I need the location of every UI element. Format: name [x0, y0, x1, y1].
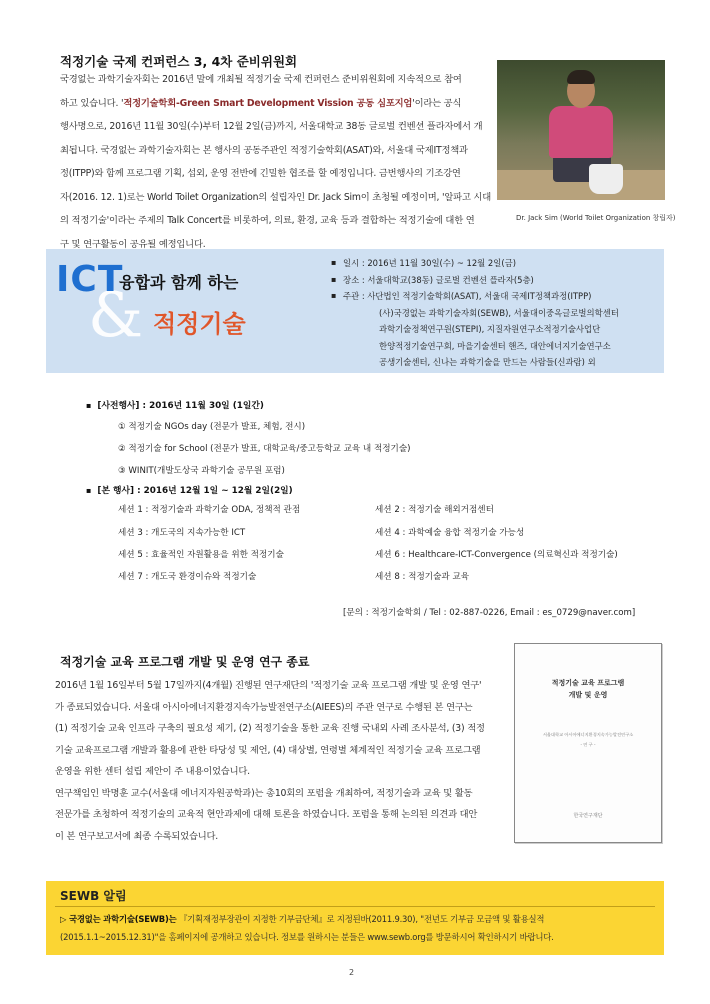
sewb-text: ▷ 국경없는 과학기술(SEWB)는 『기획재정부장관이 지정한 기부금단체』로 지정된바(2011.9.30), "전년도 기부금 모금액 및 활용실적 (2015.1.1~2015.12.31)"을 홈페이지에 공개하고 있습니다. 정보를 원하시는 분들은 www.sewb.org를 방문하시어 확인하시기 바랍니다.: [60, 914, 554, 942]
section2-line: 연구책임인 박명훈 교수(서울대 에너지자원공학과)는 총10회의 포럼을 개최하여, 적정기술과 교육 및 활동: [55, 787, 473, 799]
section2-line: 가 종료되었습니다. 서울대 아시아에너지환경지속가능발전연구소(AIEES)의 주관 연구로 수행된 본 연구는: [55, 701, 473, 713]
ampersand-graphic: &: [88, 278, 144, 351]
photo-caption: Dr. Jack Sim (World Toilet Organization 창립자): [516, 214, 676, 222]
pre-event-item: ② 적정기술 for School (전문가 발표, 대학교육/중고등학교 교육 내 적정기술): [118, 444, 411, 454]
info-date: ▪ 일시 : 2016년 11월 30일(수) ~ 12월 2일(금): [331, 255, 661, 272]
banner-subtitle1: 융합과 함께 하는: [119, 273, 239, 292]
pre-event-item: ① 적정기술 NGOs day (전문가 발표, 체험, 전시): [118, 422, 306, 432]
main-event-heading: ▪ [본 행사] : 2016년 12월 1일 ~ 12월 2일(2일): [86, 486, 293, 496]
banner-info-list: [331, 255, 661, 371]
info-organizers-cont: (사)국경없는 과학기술자회(SEWB), 서울대이중옥글로벌의학센터: [379, 307, 619, 318]
pre-event-heading: ▪ [사전행사] : 2016년 11월 30일 (1일간): [86, 401, 264, 411]
info-organizers-cont: 한양적정기술연구회, 마을기술센터 핸즈, 대안에너지기술연구소: [379, 340, 611, 351]
info-organizers-cont: 공생기술센터, 신나는 과학기술을 만드는 사람들(신과람) 외: [379, 357, 596, 367]
section2-line: (1) 적정기술 교육 인프라 구축의 필요성 제기, (2) 적정기술을 통한 교육 진행 국내외 사례 조사분석, (3) 적정: [55, 723, 485, 734]
page-number: 2: [349, 968, 355, 977]
section2-line: 2016년 1월 16일부터 5월 17일까지(4개월) 진행된 연구재단의 '적정기술 교육 프로그램 개발 및 운영 연구': [55, 680, 482, 691]
info-venue: ▪ 장소 : 서울대학교(38동) 글로벌 컨벤션 플라자(5층): [331, 272, 661, 289]
info-organizers-cont: 과학기술정책연구원(STEPI), 지질자원연구소적정기술사업단: [379, 324, 601, 334]
section1-body: [60, 68, 492, 256]
section2-title: 적정기술 교육 프로그램 개발 및 운영 연구 종료: [60, 655, 310, 669]
report-cover-image: [514, 643, 662, 843]
section1-line: 의 적정기술'이라는 주제의 Talk Concert를 비롯하여, 의료, 환경, 교육 등과 결합하는 적정기술에 대한 연: [60, 215, 475, 226]
contact-info: [문의 : 적정기술학회 / Tel : 02-887-0226, Email : es_0729@naver.com]: [343, 608, 636, 618]
section2-line: 이 본 연구보고서에 최종 수록되었습니다.: [55, 830, 219, 842]
session-item: 세션 2 : 적정기술 해외거점센터: [375, 505, 494, 515]
sewb-bold: ▷ 국경없는 과학기술(SEWB)는: [60, 914, 177, 924]
section1-line: 정(ITPP)와 함께 프로그램 기획, 섭외, 운영 전반에 긴밀한 협조를 할 예정입니다. 금번행사의 기조강연: [60, 168, 461, 179]
session-item: 세션 5 : 효율적인 자원활용을 위한 적정기술: [118, 550, 284, 560]
report-subtitle: 서울대학교 아시아에너지환경지속가능발전연구소: [542, 732, 634, 737]
report-title: 개발 및 운영: [568, 691, 608, 699]
banner-ict: ICT: [56, 259, 124, 300]
session-item: 세션 3 : 개도국의 지속가능한 ICT: [118, 528, 246, 538]
banner-subtitle2: 적정기술: [153, 310, 246, 338]
section1-title: 적정기술 국제 컨퍼런스 3, 4차 준비위원회: [60, 54, 298, 69]
section1-line: 구 및 연구활동이 공유될 예정입니다.: [60, 238, 206, 250]
section1-line: 국경없는 과학기술자회는 2016년 말에 개최될 적정기술 국제 컨퍼런스 준비위원회에 지속적으로 참여: [60, 74, 462, 85]
pre-event-item: ③ WINIT(개발도상국 과학기술 공무원 포럼): [118, 466, 285, 476]
highlight-title: 적정기술학회-Green Smart Development Vission 공동 심포지엄: [123, 97, 413, 109]
session-item: 세션 4 : 과학예술 융합 적정기술 가능성: [375, 528, 525, 538]
section2-line: 기술 교육프로그램 개발과 활용에 관한 타당성 및 제언, (4) 대상별, 연령별 체계적인 적정기술 교육 프로그램: [55, 744, 481, 756]
session-item: 세션 6 : Healthcare-ICT-Convergence (의료혁신과 적정기술): [375, 550, 618, 560]
section2-line: 운영을 위한 센터 설립 제안이 주 내용이었습니다.: [55, 766, 250, 777]
section2-line: 전문가를 초청하여 적정기술의 교육적 현안과제에 대해 토론을 하였습니다. 포럼을 통해 논의된 의견과 대안: [55, 809, 478, 820]
section1-line: 행사명으로, 2016년 11월 30일(수)부터 12월 2일(금)까지, 서울대학교 38동 글로벌 컨벤션 플라자에서 개: [60, 121, 483, 132]
session-item: 세션 7 : 개도국 환경이슈와 적정기술: [118, 572, 257, 582]
session-item: 세션 8 : 적정기술과 교육: [375, 572, 470, 582]
section2-body: [55, 675, 505, 847]
info-organizers: ▪ 주관 : 사단법인 적정기술학회(ASAT), 서울대 국제IT정책과정(ITPP): [331, 288, 661, 305]
report-footer: 한국연구재단: [573, 813, 603, 819]
sewb-divider: [55, 906, 655, 907]
section1-line: 자(2016. 12. 1)로는 World Toilet Organization의 설립자인 Dr. Jack Sim이 초청될 예정이며, '알파고 시대: [60, 191, 492, 203]
report-title: 적정기술 교육 프로그램: [551, 679, 625, 687]
session-item: 세션 1 : 적정기술과 과학기술 ODA, 정책적 관점: [118, 505, 301, 515]
report-subtitle: - 연 구 -: [580, 742, 596, 747]
sewb-title: SEWB 알림: [60, 889, 127, 903]
section1-line: 하고 있습니다. '적정기술학회-Green Smart Development Vission 공동 심포지엄'이라는 공식: [60, 97, 462, 109]
section1-line: 최됩니다. 국경없는 과학기술자회는 본 행사의 공동주관인 적정기술학회(ASAT)와, 서울대 국제IT정책과: [60, 144, 468, 156]
jack-sim-photo: [497, 60, 665, 200]
